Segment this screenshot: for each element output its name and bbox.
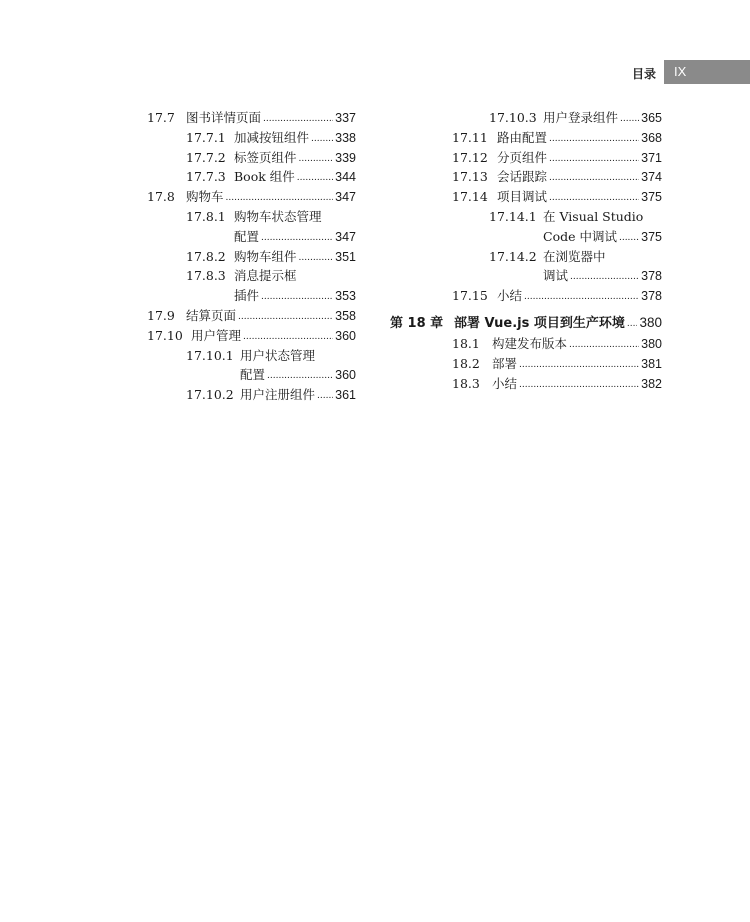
- toc-entry-number: 17.8.1: [186, 208, 226, 224]
- leader-dots: [524, 285, 639, 308]
- toc-entry-continuation[interactable]: [390, 227, 662, 247]
- toc-entry-title: 项目调试: [497, 189, 548, 205]
- toc-entry[interactable]: [390, 374, 662, 394]
- toc-entry[interactable]: [390, 167, 662, 187]
- toc-entry-title: 购物车组件: [234, 248, 297, 264]
- toc-entry[interactable]: [390, 207, 662, 227]
- leader-dots: [317, 384, 333, 407]
- toc-entry-page: 378: [641, 269, 662, 284]
- leader-dots: [549, 186, 639, 209]
- toc-entry[interactable]: [390, 108, 662, 128]
- toc-entry-number: 18.1: [452, 335, 480, 351]
- toc-entry[interactable]: [147, 247, 356, 267]
- toc-entry-title: 小结: [492, 375, 518, 391]
- leader-dots: [619, 226, 639, 249]
- toc-entry-title: 部署: [492, 355, 518, 371]
- toc-entry-number: 17.13: [452, 169, 488, 185]
- toc-entry-page: 368: [641, 130, 662, 145]
- toc-entry[interactable]: [390, 128, 662, 148]
- toc-entry-number: 17.12: [452, 149, 488, 165]
- toc-entry-number: 17.7.1: [186, 129, 226, 145]
- toc-chapter-entry[interactable]: [390, 312, 662, 334]
- toc-entry-page: 347: [335, 190, 356, 205]
- toc-entry-page: 347: [335, 229, 356, 244]
- running-header-label: 目录: [632, 67, 657, 81]
- toc-entry-number: 17.7: [147, 110, 175, 125]
- toc-right-column: [390, 108, 662, 393]
- page-number-tab: IX: [664, 60, 750, 84]
- toc-entry-title: 加减按钮组件: [234, 129, 310, 145]
- toc-entry-page: 374: [641, 170, 662, 185]
- leader-dots: [243, 325, 333, 348]
- toc-entry-title: 小结: [497, 288, 523, 304]
- toc-entry[interactable]: [147, 326, 356, 346]
- toc-entry-title: 路由配置: [497, 129, 548, 145]
- toc-entry-page: 337: [335, 111, 356, 125]
- toc-entry-title: 用户管理: [191, 327, 242, 343]
- toc-entry-page: 375: [641, 190, 662, 205]
- toc-entry-title: Code 中调试: [543, 228, 617, 244]
- toc-entry-number: 17.14: [452, 189, 488, 205]
- toc-entry-title: 图书详情页面: [186, 110, 262, 125]
- leader-dots: [519, 373, 639, 396]
- toc-entry-number: 17.14.2: [489, 248, 537, 264]
- toc-entry-number: 17.8: [147, 189, 175, 205]
- toc-chapter-number: 第 18 章: [390, 315, 444, 331]
- toc-entry-title: 结算页面: [186, 307, 237, 323]
- toc-entry-page: 371: [641, 150, 662, 165]
- toc-entry-page: 351: [335, 249, 356, 264]
- toc-entry[interactable]: [390, 286, 662, 306]
- toc-entry[interactable]: [147, 306, 356, 326]
- toc-entry-number: 17.10.2: [186, 387, 234, 403]
- toc-entry-number: 17.10.3: [489, 110, 537, 125]
- toc-entry-page: 358: [335, 308, 356, 323]
- toc-entry[interactable]: [390, 148, 662, 168]
- toc-entry-title: 购物车: [186, 189, 224, 205]
- toc-entry-number: 18.2: [452, 355, 480, 371]
- toc-left-column: [147, 108, 356, 405]
- toc-entry[interactable]: [390, 354, 662, 374]
- toc-entry-title: 标签页组件: [234, 149, 297, 165]
- toc-entry-number: 17.11: [452, 129, 488, 145]
- toc-entry-page: 361: [335, 388, 356, 403]
- toc-entry-continuation[interactable]: [147, 227, 356, 247]
- toc-entry-number: 17.14.1: [489, 208, 537, 224]
- toc-entry[interactable]: [147, 148, 356, 168]
- toc-entry-page: 380: [641, 336, 662, 351]
- toc-entry[interactable]: [147, 128, 356, 148]
- toc-entry-number: 17.10: [147, 327, 183, 343]
- toc-entry-number: 17.15: [452, 288, 488, 304]
- leader-dots: [627, 312, 638, 335]
- toc-entry-number: 17.8.3: [186, 268, 226, 284]
- toc-entry-title: 用户注册组件: [240, 387, 316, 403]
- toc-entry-number: 17.10.1: [186, 347, 234, 363]
- toc-entry[interactable]: [390, 247, 662, 267]
- toc-entry-continuation[interactable]: [390, 266, 662, 286]
- toc-entry-title: 消息提示框: [234, 268, 297, 284]
- toc-entry-title: Book 组件: [234, 169, 295, 185]
- toc-entry-page: 378: [641, 289, 662, 304]
- toc-entry-title: 用户状态管理: [240, 347, 316, 363]
- toc-entry[interactable]: [147, 385, 356, 405]
- toc-entry-page: 353: [335, 289, 356, 304]
- toc-entry[interactable]: [147, 207, 356, 227]
- leader-dots: [226, 186, 334, 209]
- toc-entry[interactable]: [147, 187, 356, 207]
- toc-entry[interactable]: [390, 187, 662, 207]
- toc-entry-title: 配置: [240, 367, 266, 383]
- toc-entry[interactable]: [390, 334, 662, 354]
- toc-entry[interactable]: [147, 167, 356, 187]
- toc-entry[interactable]: [147, 266, 356, 286]
- toc-entry-page: 344: [335, 170, 356, 185]
- toc-chapter-title: 部署 Vue.js 项目到生产环境: [454, 315, 625, 331]
- toc-entry-page: 375: [641, 229, 662, 244]
- toc-entry-page: 382: [641, 376, 662, 391]
- toc-entry-title: 在浏览器中: [543, 248, 606, 264]
- toc-entry-continuation[interactable]: [147, 286, 356, 306]
- toc-entry-page: 360: [335, 328, 356, 343]
- toc-entry-title: 插件: [234, 288, 260, 304]
- toc-entry-page: 380: [639, 314, 662, 330]
- toc-entry-page: 338: [335, 130, 356, 145]
- toc-entry-number: 17.8.2: [186, 248, 226, 264]
- toc-entry-title: 分页组件: [497, 149, 548, 165]
- toc-entry-title: 购物车状态管理: [234, 208, 322, 224]
- toc-entry[interactable]: [147, 346, 356, 366]
- toc-entry-title: 构建发布版本: [492, 335, 568, 351]
- toc-entry-page: 339: [335, 150, 356, 165]
- toc-entry-title: 在 Visual Studio: [543, 208, 644, 224]
- toc-entry-title: 会话跟踪: [497, 169, 548, 185]
- toc-entry[interactable]: [147, 108, 356, 128]
- toc-entry-number: 17.7.2: [186, 149, 226, 165]
- toc-entry-page: 381: [641, 356, 662, 371]
- toc-entry-number: 17.7.3: [186, 169, 226, 185]
- toc-entry-number: 18.3: [452, 375, 480, 391]
- toc-entry-page: 365: [641, 111, 662, 125]
- toc-entry-continuation[interactable]: [147, 365, 356, 385]
- toc-entry-number: 17.9: [147, 307, 175, 323]
- leader-dots: [299, 246, 334, 269]
- toc-entry-title: 配置: [234, 228, 260, 244]
- toc-entry-title: 调试: [543, 268, 569, 284]
- toc-entry-title: 用户登录组件: [543, 110, 619, 125]
- toc-entry-page: 360: [335, 368, 356, 383]
